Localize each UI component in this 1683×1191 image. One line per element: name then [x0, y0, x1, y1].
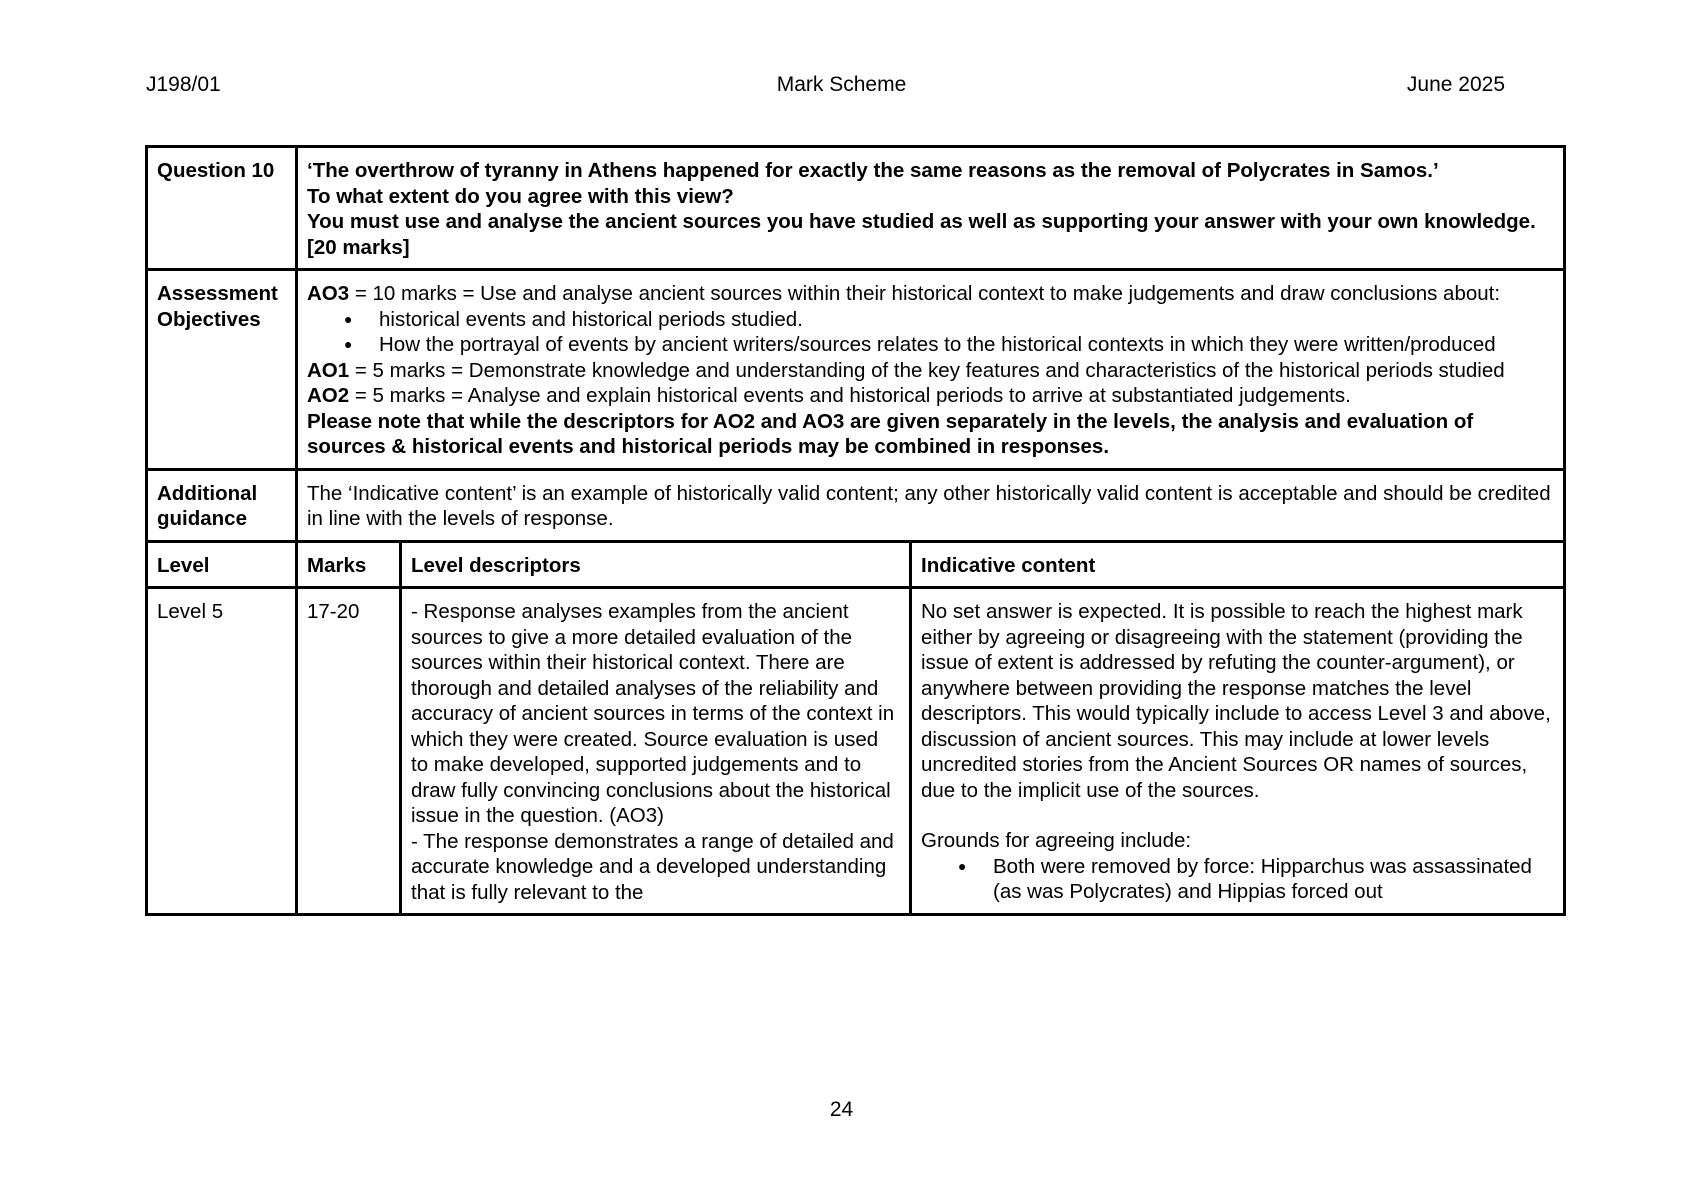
paper-code: J198/01 [146, 73, 221, 96]
question-row [147, 147, 1565, 270]
column-header-indicative-content: Indicative content [911, 541, 1565, 588]
ao3-bullet: ● historical events and historical periods studied. [379, 307, 1554, 333]
question-text [297, 147, 1565, 270]
grounds-bullet: ● Both were removed by force: Hipparchus was assassinated (as was Polycrates) and Hippias forced out [993, 854, 1554, 905]
grounds-bullet-list [921, 854, 1554, 905]
additional-guidance-label: Additional guidance [147, 469, 297, 541]
assessment-objectives-row [147, 270, 1565, 470]
level-cell: Level 5 [147, 588, 297, 915]
indicative-intro: No set answer is expected. It is possible to reach the highest mark either by agreeing or disagreeing with the statement (providing the issue of extent is addressed by refuting the counter-argument), or anywhere between providing the response matches the level descriptors. This would typically include to access Level 3 and above, discussion of ancient sources. This may include at lower levels uncredited stories from the Ancient Sources OR names of sources, due to the implicit use of the sources. [921, 600, 1551, 802]
ao3-tag: AO3 [307, 282, 350, 305]
ao1-text: = 5 marks = Demonstrate knowledge and understanding of the key features and characteristics of the historical periods studied [349, 358, 1505, 382]
descriptor-ao3: - Response analyses examples from the ancient sources to give a more detailed evaluation of the sources within their historical context. There are thorough and detailed analyses of the reliability and accuracy of ancient sources in terms of the context in which they were created. Source evaluation is used to make developed, supported judgements and to draw fully convincing conclusions about the historical issue in the question. (AO3) [411, 600, 895, 827]
ao1-line [307, 358, 1554, 384]
ao2-text: = 5 marks = Analyse and explain historical events and historical periods to arrive at substantiated judgements. [349, 384, 1351, 407]
ao3-bullet: ● How the portrayal of events by ancient writers/sources relates to the historical contexts in which they were written/produced [379, 332, 1554, 358]
assessment-objectives-content [297, 270, 1565, 470]
descriptor-ao1: - The response demonstrates a range of detailed and accurate knowledge and a developed understanding that is fully relevant to the [411, 829, 894, 904]
document-title: Mark Scheme [776, 73, 907, 96]
ao2-line [307, 383, 1554, 409]
assessment-objectives-label: Assessment Objectives [147, 270, 297, 470]
mark-scheme-table [145, 145, 1566, 916]
column-header-level-descriptors: Level descriptors [401, 541, 911, 588]
indicative-content-cell [911, 588, 1565, 915]
ao3-text: = 10 marks = Use and analyse ancient sources within their historical context to make judgements and draw conclusions about: [349, 282, 1501, 305]
exam-date: June 2025 [1406, 73, 1505, 96]
grounds-heading: Grounds for agreeing include: [921, 829, 1192, 852]
assessment-note: Please note that while the descriptors for AO2 and AO3 are given separately in the levels, the analysis and evaluation of sources & historical events and historical periods may be combined in responses. [307, 409, 1474, 458]
marks-cell: 17-20 [297, 588, 401, 915]
ao3-line [307, 281, 1554, 307]
question-statement: ‘The overthrow of tyranny in Athens happened for exactly the same reasons as the removal of Polycrates in Samos.’ [307, 159, 1439, 182]
ao3-bullet-list [307, 307, 1554, 358]
question-prompt: To what extent do you agree with this view? [307, 184, 734, 208]
additional-guidance-row [147, 469, 1565, 541]
additional-guidance-text: The ‘Indicative content’ is an example of historically valid content; any other historically valid content is acceptable and should be credited in line with the levels of response. [297, 469, 1565, 541]
ao2-tag: AO2 [307, 384, 350, 407]
levels-header-row [147, 541, 1565, 588]
question-label: Question 10 [147, 147, 297, 270]
ao1-tag: AO1 [307, 358, 350, 382]
table-row [147, 588, 1565, 915]
column-header-level: Level [147, 541, 297, 588]
level-descriptors-cell [401, 588, 911, 915]
page-number: 24 [829, 1098, 854, 1121]
question-instruction: You must use and analyse the ancient sources you have studied as well as supporting your answer with your own knowledge. [20 marks] [307, 210, 1536, 259]
column-header-marks: Marks [297, 541, 401, 588]
